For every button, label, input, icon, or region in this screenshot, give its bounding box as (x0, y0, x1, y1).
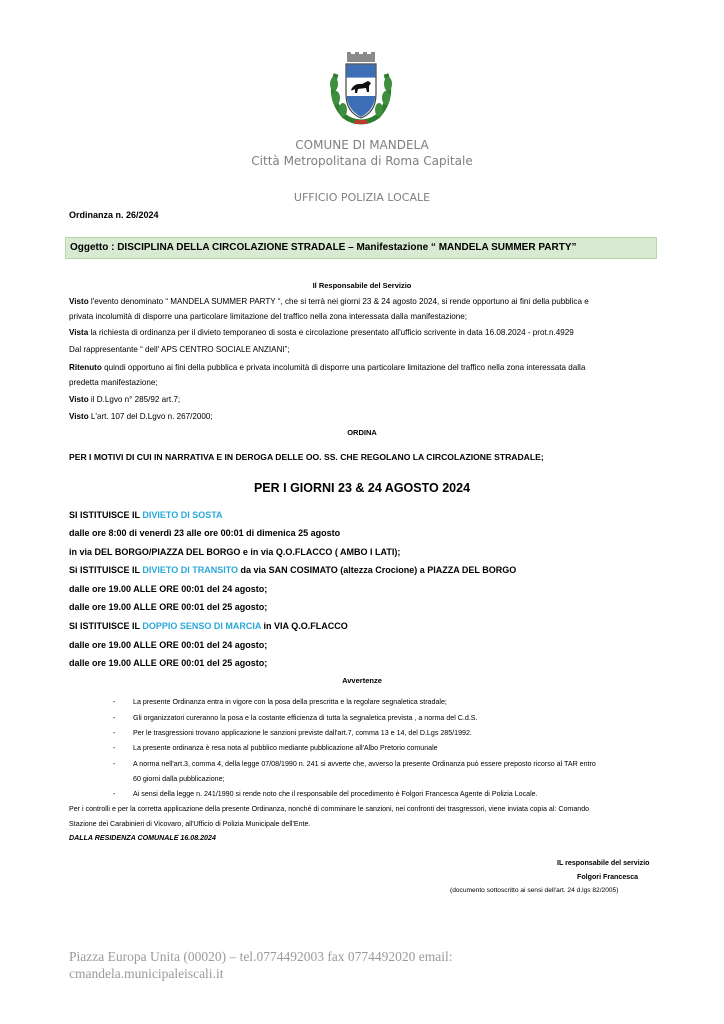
avvertenze-heading: Avvertenze (342, 676, 382, 685)
divieto-sosta-orario: dalle ore 8:00 di venerdì 23 alle ore 00:01 di dimenica 25 agosto (69, 528, 341, 538)
divieto-transito-line: Si ISTITUISCE IL DIVIETO DI TRANSITO da via SAN COSIMATO (altezza Crocione) a PIAZZA DEL BORGO (69, 565, 517, 575)
oggetto-box (65, 237, 657, 259)
avvertenza-item: Gli organizzatori cureranno la posa e la costante efficienza di tutta la segnaletica prevista , a norma del C.d.S. (133, 714, 478, 722)
doppio-senso-orario-1: dalle ore 19.00 ALLE ORE 00:01 del 24 agosto; (69, 640, 268, 650)
premessa-visto-3: Visto L'art. 107 del D.Lgvo n. 267/2000; (69, 412, 213, 421)
divieto-sosta-vie: in via DEL BORGO/PIAZZA DEL BORGO e in via Q.O.FLACCO ( AMBO I LATI); (69, 547, 401, 557)
motivi-line: PER I MOTIVI DI CUI IN NARRATIVA E IN DEROGA DELLE OO. SS. CHE REGOLANO LA CIRCOLAZIONE STRADALE; (69, 452, 544, 462)
divieto-sosta-highlight: DIVIETO DI SOSTA (142, 510, 223, 520)
avvertenza-item: A norma nell'art.3, comma 4, della legge 07/08/1990 n. 241 si avverte che, avverso la presente Ordinanza può essere preposto ricorso al TAR entro (133, 760, 596, 768)
divieto-transito-highlight: DIVIETO DI TRANSITO (142, 565, 239, 575)
divieto-transito-orario-1: dalle ore 19.00 ALLE ORE 00:01 del 24 agosto; (69, 584, 268, 594)
avvertenza-item: Ai sensi della legge n. 241/1990 si rende noto che il responsabile del procedimento è Folgori Francesca Agente di Polizia Locale. (133, 790, 538, 798)
premessa-ritenuto: Ritenuto quindi opportuno ai fini della pubblica e privata incolumità di disporre una particolare limitazione del traffico nella zona interessata dalla (69, 363, 586, 372)
firma-nome: Folgori Francesca (577, 873, 639, 881)
premessa-vista: Vista la richiesta di ordinanza per il divieto temporaneo di sosta e circolazione presentato all'ufficio scrivente in data 16.08.2024 - prot.n.4929 (69, 328, 574, 337)
responsabile-title: Il Responsabile del Servizio (312, 281, 412, 290)
avvertenza-item: Per le trasgressioni trovano applicazione le sanzioni previste dall'art.7, comma 13 e 14, del D.Lgs 285/1992. (133, 729, 472, 737)
avvertenza-item: La presente ordinanza è resa nota al pubblico mediante pubblicazione all'Albo Pretorio comunale (133, 744, 438, 752)
giorni-heading: PER I GIORNI 23 & 24 AGOSTO 2024 (253, 481, 471, 495)
doppio-senso-orario-2: dalle ore 19.00 ALLE ORE 00:01 del 25 agosto; (69, 658, 268, 668)
avvertenza-item: La presente Ordinanza entra in vigore con la posa della prescritta e la regolare segnaletica stradale; (133, 698, 447, 706)
firma-nota: (documento sottoscritto ai sensi dell'art. 24 d.lgs 82/2005) (450, 887, 619, 894)
header-citta: Città Metropolitana di Roma Capitale (251, 154, 473, 168)
residenza-comunale: DALLA RESIDENZA COMUNALE 16.08.2024 (69, 834, 216, 842)
ordina-heading: ORDINA (347, 428, 377, 437)
header-comune: COMUNE DI MANDELA (295, 138, 429, 152)
ordinanza-number: Ordinanza n. 26/2024 (69, 210, 159, 220)
controlli-text: Per i controlli e per la corretta applicazione della presente Ordinanza, nonché di comminare le sanzioni, nei confronti dei trasgressori, viene inviata copia al: Comando (69, 805, 590, 813)
footer-address: Piazza Europa Unita (00020) – tel.0774492003 fax 0774492020 email: (69, 949, 453, 964)
premessa-visto-1: Visto l'evento denominato “ MANDELA SUMMER PARTY “, che si terrà nei giorni 23 & 24 agosto 2024, si rende opportuno ai fini della pubblica e (69, 297, 589, 306)
premessa-ritenuto-cont: predetta manifestazione; (69, 378, 158, 387)
oggetto-text: Oggetto : DISCIPLINA DELLA CIRCOLAZIONE STRADALE – Manifestazione “ MANDELA SUMMER PARTY” (70, 242, 577, 253)
avvertenza-item-cont: 60 giorni dalla pubblicazione; (133, 775, 225, 783)
premessa-visto-1-cont: privata incolumità di disporre una particolare limitazione del traffico nella zona interessata dalla manifestazione; (69, 312, 468, 321)
premessa-dal: Dal rappresentante “ dell' APS CENTRO SOCIALE ANZIANI”; (69, 345, 290, 354)
firma-titolo: IL responsabile del servizio (557, 859, 650, 867)
premessa-visto-2: Visto il D.Lgvo n° 285/92 art.7; (69, 395, 181, 404)
controlli-text-cont: Stazione dei Carabinieri di Vicovaro, all'Ufficio di Polizia Municipale dell'Ente. (69, 820, 311, 828)
divieto-sosta-line: SI ISTITUISCE IL DIVIETO DI SOSTA (69, 510, 223, 520)
coat-of-arms-emblem (322, 50, 400, 128)
header-ufficio: UFFICIO POLIZIA LOCALE (293, 191, 431, 204)
doppio-senso-line: SI ISTITUISCE IL DOPPIO SENSO DI MARCIA in VIA Q.O.FLACCO (69, 621, 348, 631)
footer-email: cmandela.municipaleiscali.it (69, 966, 224, 981)
doppio-senso-highlight: DOPPIO SENSO DI MARCIA (142, 621, 262, 631)
divieto-transito-orario-2: dalle ore 19.00 ALLE ORE 00:01 del 25 agosto; (69, 602, 268, 612)
